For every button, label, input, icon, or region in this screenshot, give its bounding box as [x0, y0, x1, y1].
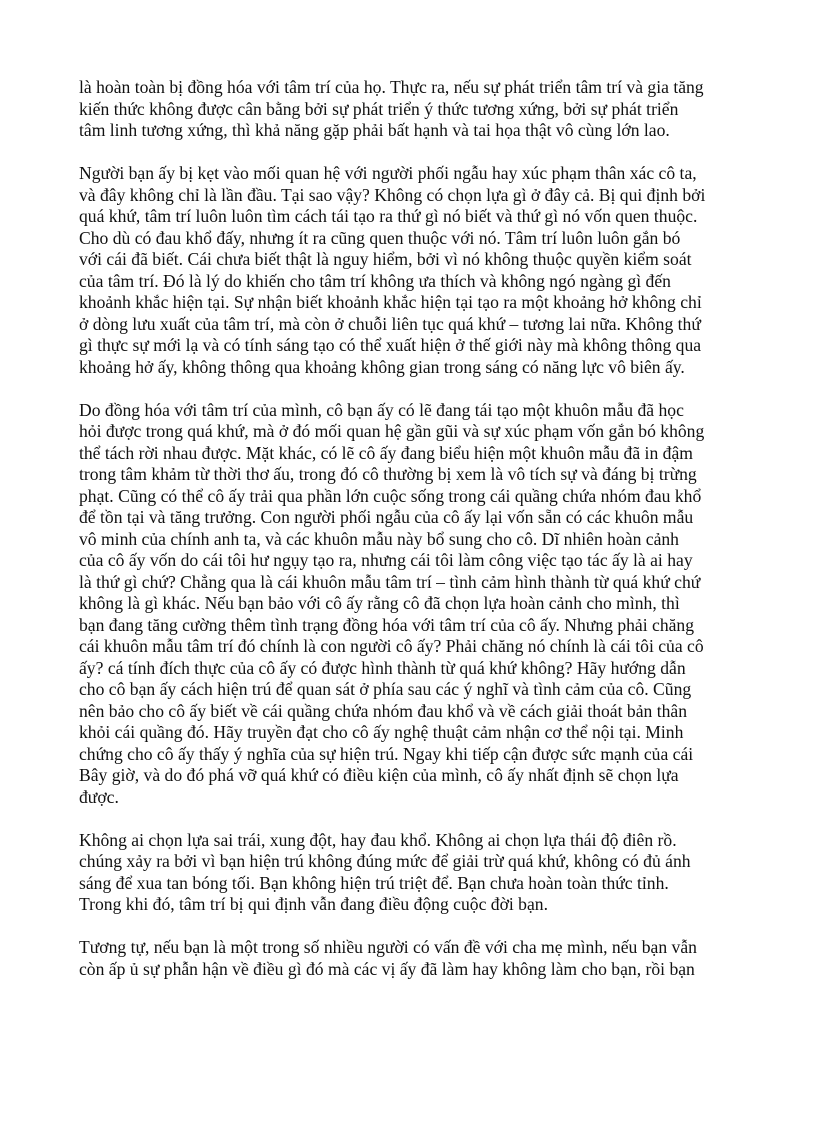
text-line: chứng cho cô ấy thấy ý nghĩa của sự hiện trú. Ngay khi tiếp cận được sức mạnh của cái [79, 743, 694, 764]
text-line: Không ai chọn lựa sai trái, xung đột, hay đau khổ. Không ai chọn lựa thái độ điên rồ. [79, 829, 677, 850]
text-line: khỏi cái quầng đó. Hãy truyền đạt cho cô ấy nghệ thuật cảm nhận cơ thể nội tại. Minh [79, 722, 684, 742]
text-line: nên bảo cho cô ấy biết về cái quầng chứa nhóm đau khổ và về cách giải thoát bản thân [79, 700, 687, 721]
text-line: thể tách rời nhau được. Mặt khác, có lẽ cô ấy đang biểu hiện một khuôn mẫu đã in đậm [79, 442, 693, 463]
page-content [79, 77, 751, 1002]
text-line: kiến thức không được cân bằng bởi sự phát triển ý thức tương xứng, bởi sự phát triển [79, 98, 679, 119]
paragraph-2 [79, 163, 751, 378]
text-line: để tồn tại và tăng trưởng. Con người phối ngẫu của cô ấy lại vốn sẵn có các khuôn mẫu [79, 507, 694, 527]
text-line: là thứ gì chứ? Chẳng qua là cái khuôn mẫu tâm trí – tình cảm hình thành từ quá khứ chứ [79, 571, 701, 592]
text-line: quá khứ, tâm trí luôn luôn tìm cách tái tạo ra thứ gì nó biết và thứ gì nó vốn quen thuộc. [79, 206, 698, 226]
text-line: chúng xảy ra bởi vì bạn hiện trú không đúng mức để giải trừ quá khứ, không có đủ ánh [79, 851, 691, 871]
text-line: và đây không chỉ là lần đầu. Tại sao vậy? Không có chọn lựa gì ở đây cả. Bị qui định bởi [79, 184, 706, 205]
paragraph-3 [79, 400, 751, 809]
text-line: cái khuôn mẫu tâm trí đó chính là con người cô ấy? Phải chăng nó chính là cái tôi của cô [79, 636, 704, 656]
text-line: của cô ấy vốn do cái tôi hư ngụy tạo ra, nhưng cái tôi làm công việc tạo tác ấy là ai hay [79, 550, 693, 570]
text-line: Bây giờ, và do đó phá vỡ quá khứ có điều kiện của mình, cô ấy nhất định sẽ chọn lựa [79, 765, 679, 785]
text-line: ấy? cá tính đích thực của cô ấy có được hình thành từ quá khứ không? Hãy hướng dẫn [79, 657, 686, 678]
text-line: là hoàn toàn bị đồng hóa với tâm trí của họ. Thực ra, nếu sự phát triển tâm trí và gia tăng [79, 77, 704, 97]
text-line: không là gì khác. Nếu bạn bảo với cô ấy rằng cô đã chọn lựa hoàn cảnh cho mình, thì [79, 593, 680, 613]
text-line: khoảnh khắc hiện tại. Sự nhận biết khoảnh khắc hiện tại tạo ra một khoảng hở không chỉ [79, 292, 702, 312]
text-line: cho cô bạn ấy cách hiện trú để quan sát ở phía sau các ý nghĩ và tình cảm của cô. Cũng [79, 679, 692, 699]
text-line: khoảng hở ấy, không thông qua khoảng không gian trong sáng có năng lực vô biên ấy. [79, 356, 685, 377]
text-line: hỏi được trong quá khứ, mà ở đó mối quan hệ gần gũi và sự xúc phạm vốn gắn bó không [79, 421, 705, 441]
text-line: được. [79, 786, 119, 807]
text-line: vô minh của chính anh ta, và các khuôn mẫu này bổ sung cho cô. Dĩ nhiên hoàn cảnh [79, 528, 679, 549]
text-line: còn ấp ủ sự phẫn hận về điều gì đó mà các vị ấy đã làm hay không làm cho bạn, rồi bạn [79, 958, 695, 979]
text-line: Cho dù có đau khổ đấy, nhưng ít ra cũng quen thuộc với nó. Tâm trí luôn luôn gắn bó [79, 227, 681, 248]
text-line: với cái đã biết. Cái chưa biết thật là nguy hiểm, bởi vì nó không thuộc quyền kiểm soát [79, 249, 692, 269]
paragraph-1 [79, 77, 751, 142]
text-line: phạt. Cũng có thể cô ấy trải qua phần lớn cuộc sống trong cái quầng chứa nhóm đau khổ [79, 485, 702, 506]
paragraph-4 [79, 830, 751, 916]
text-line: của tâm trí. Đó là lý do khiến cho tâm trí không ưa thích và không ngó ngàng gì đến [79, 270, 671, 291]
text-line: gì thực sự mới lạ và có tính sáng tạo có thể xuất hiện ở thế giới này mà không thông qua [79, 335, 702, 355]
text-line: ở dòng lưu xuất của tâm trí, mà còn ở chuỗi liên tục quá khứ – tương lai nữa. Không thứ [79, 313, 701, 334]
text-line: trong tâm khảm từ thời thơ ấu, trong đó cô thường bị xem là vô tích sự và đáng bị trừng [79, 464, 697, 484]
text-line: Người bạn ấy bị kẹt vào mối quan hệ với người phối ngẫu hay xúc phạm thân xác cô ta, [79, 163, 697, 183]
text-line: Tương tự, nếu bạn là một trong số nhiều người có vấn đề với cha mẹ mình, nếu bạn vẫn [79, 937, 697, 957]
text-line: bạn đang tăng cường thêm tình trạng đồng hóa với tâm trí của cô ấy. Nhưng phải chăng [79, 614, 695, 635]
text-line: Trong khi đó, tâm trí bị qui định vẫn đang điều động cuộc đời bạn. [79, 894, 548, 914]
text-line: tâm linh tương xứng, thì khả năng gặp phải bất hạnh và tai họa thật vô cùng lớn lao. [79, 120, 670, 140]
text-line: sáng để xua tan bóng tối. Bạn không hiện trú triệt để. Bạn chưa hoàn toàn thức tỉnh. [79, 872, 669, 893]
text-line: Do đồng hóa với tâm trí của mình, cô bạn ấy có lẽ đang tái tạo một khuôn mẫu đã học [79, 399, 684, 420]
paragraph-5 [79, 937, 751, 980]
